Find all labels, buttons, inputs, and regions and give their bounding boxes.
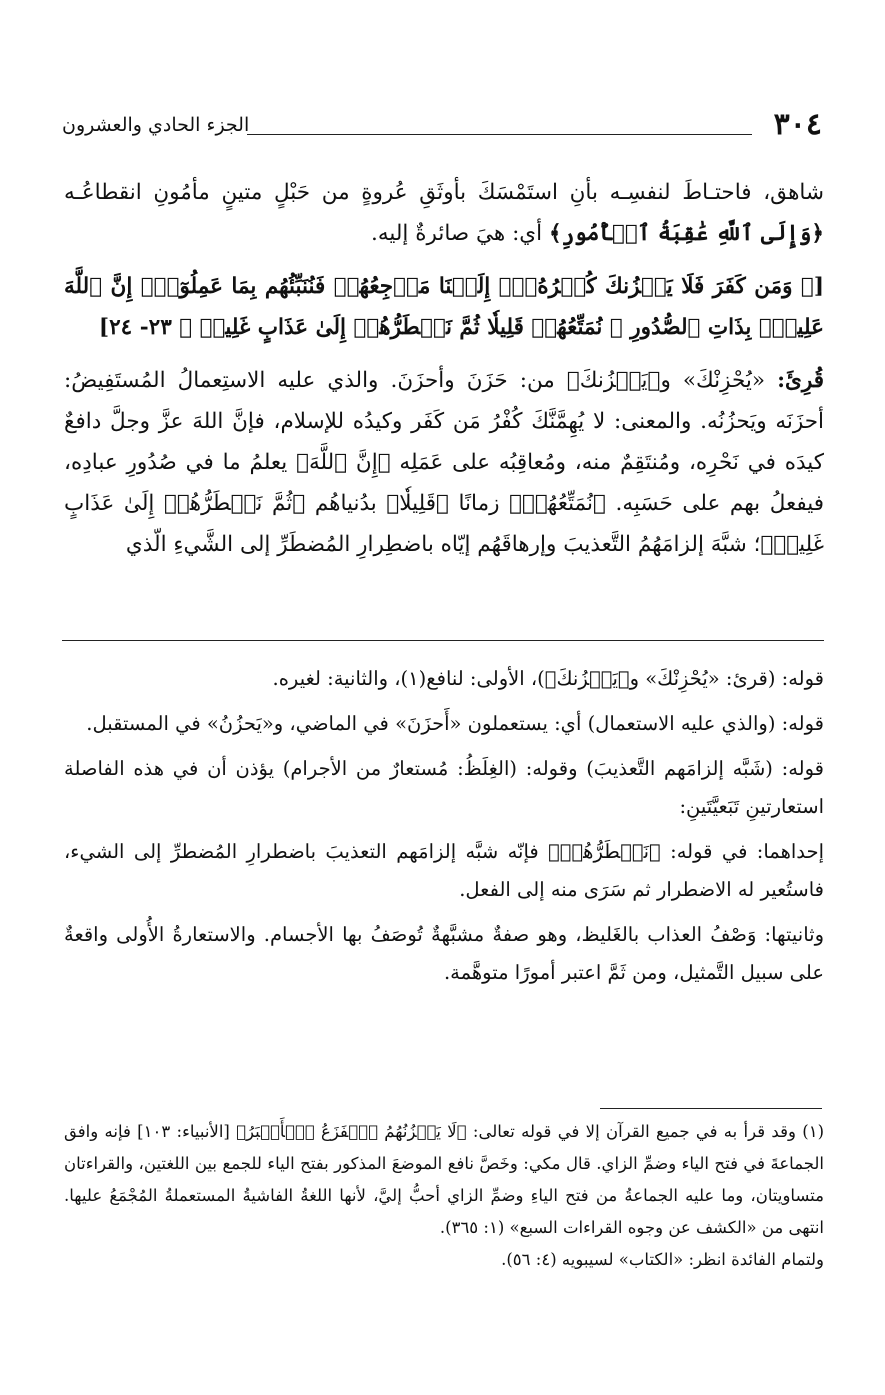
commentary-paragraph-5: وثانيتها: وَصْفُ العذاب بالغَليظ، وهو صفةٌ مشبَّهةٌ تُوصَفُ بها الأجسام. والاستعارةُ الأُولى واقعةٌ على سبيل التَّمثيل، ومن ثَمَّ اعتبر أمورًا متوهَّمة. xyxy=(64,923,824,984)
readings-lead: قُرِئَ: xyxy=(777,368,824,393)
footnote-reference: ولتمام الفائدة انظر: «الكتاب» لسيبويه (٤: ٥٦). xyxy=(501,1250,824,1269)
commentary-paragraph-1: قوله: (قرئ: «يُحْزِنْكَ» و﴿يَحۡزُنكَ﴾)، الأولى: لنافع(١)، والثانية: لغيره. xyxy=(272,667,824,690)
page-header xyxy=(62,108,822,148)
footnote-separator xyxy=(600,1108,822,1109)
running-title: الجزء الحادي والعشرون xyxy=(62,114,250,136)
main-paragraph-3-text: «يُحْزِنْكَ» و﴿يَحۡزُنكَ﴾ من: حَزَنَ وأحزَنَ. والذي عليه الاستِعمالُ المُستَفِيضُ: أحزَنَه ويَحزُنُه. والمعنى: لا يُهِمَّنَّكَ كُفْرُ مَن كَفَر وكيدُه للإسلام، فإنَّ اللهَ عزَّ وجلَّ دافعٌ كيدَه في نَحْرِه، ومُنتَقِمٌ منه، ومُعاقِبُه على عَمَلِه ﴿إِنَّ ٱللَّهَ﴾ يعلمُ ما في صُدُورِ عبادِه، فيفعلُ بهم على حَسَبِه. ﴿نُمَتِّعُهُمۡ﴾ زمانًا ﴿قَلِيلٗا﴾ بدُنياهُم ﴿ثُمَّ نَضۡطَرُّهُمۡ إِلَىٰ عَذَابٍ غَلِيظٖ﴾؛ شبَّهَ إلزامَهُمُ التَّعذيبَ وإرهاقَهُم إيّاه باضطِرارِ المُضطَرِّ إلى الشَّيءِ الّذي xyxy=(64,368,824,557)
main-paragraph-1-tail: أي: هيَ صائرةٌ إليه. xyxy=(371,221,543,246)
header-rule xyxy=(247,134,752,135)
main-paragraph-1-text: شاهق، فاحتـاطَ لنفسِـه بأنِ استَمْسَكَ بأوثَقِ عُروةٍ من حَبْلٍ متينٍ مأمُونِ انقطاعُـه xyxy=(64,180,824,205)
commentary-paragraph-2: قوله: (والذي عليه الاستعمال) أي: يستعملون «أَحزَنَ» في الماضي، و«يَحزُنُ» في المستقبل. xyxy=(86,712,824,735)
footnote-1: (١) وقد قرأ به في جميع القرآن إلا في قوله تعالى: ﴿لَا يَحۡزُنُهُمُ ٱلۡفَزَعُ ٱلۡأَكۡبَرُ﴾ [الأنبياء: ١٠٣] فإنه وافق الجماعةَ في فتح الياء وضمِّ الزاي. قال مكي: وخَصَّ نافع الموضعَ المذكور بفتح الياء للجمع بين اللغتين، والقراءتان متساويتان، وما عليه الجماعةُ من فتح الياءِ وضمِّ الزاي أحبُّ إليَّ، لأنها اللغةُ الفاشيةُ المستعملةُ المُجْمَعُ عليها. انتهى من «الكشف عن وجوه القراءات السبع» (١: ٣٦٥). xyxy=(64,1122,824,1237)
commentary-paragraph-4: إحداهما: في قوله: ﴿نَضۡطَرُّهُمۡ﴾ فإنّه شبَّه إلزامَهم التعذيبَ باضطرارِ المُضطرِّ إلى الشيء، فاستُعير له الاضطرار ثم سَرَى منه إلى الفعل. xyxy=(64,840,824,901)
commentary-paragraph-3: قوله: (شَبَّه إلزامَهم التَّعذيبَ) وقوله: (الغِلَظُ: مُستعارٌ من الأجرام) يؤذن أن في هذه الفاصلة استعارتينِ تَبَعيَّتَينِ: xyxy=(64,757,824,818)
page-number: ٣٠٤ xyxy=(773,107,822,142)
main-text xyxy=(64,172,824,577)
footnote-section xyxy=(64,1116,824,1276)
main-paragraph-3 xyxy=(64,360,824,565)
commentary-section xyxy=(64,660,824,999)
commentary-separator xyxy=(62,640,824,641)
quran-quote: ﴿وَإِلَى ٱللَّهِ عَٰقِبَةُ ٱلۡأُمُورِ﴾ xyxy=(548,221,824,246)
quran-verse-block: [﴿ وَمَن كَفَرَ فَلَا يَحۡزُنكَ كُفۡرُهُۥٓۚ إِلَيۡنَا مَرۡجِعُهُمۡ فَنُنَبِّئُهُم بِمَا عَمِلُوٓاْۚ إِنَّ ٱللَّهَ عَلِيمُۢ بِذَاتِ ٱلصُّدُورِ ۞ نُمَتِّعُهُمۡ قَلِيلٗا ثُمَّ نَضۡطَرُّهُمۡ إِلَىٰ عَذَابٍ غَلِيظٖ ﴾ ٢٣- ٢٤] xyxy=(64,274,824,340)
main-paragraph-1 xyxy=(64,172,824,254)
